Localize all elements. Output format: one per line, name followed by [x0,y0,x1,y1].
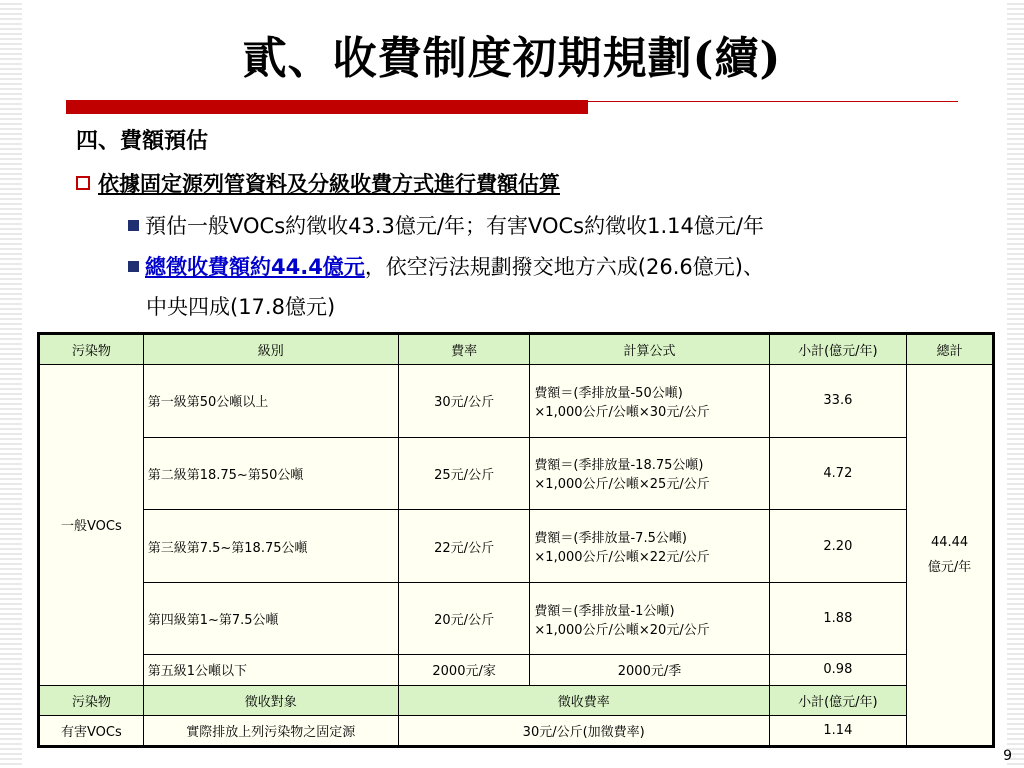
main-bullet-text: 依據固定源列管資料及分級收費方式進行費額估算 [98,172,560,196]
slide-title: 貳、收費制度初期規劃(續) [242,33,782,84]
subtotal-cell: 1.14 [769,715,907,745]
sub-bullet-2-continued: 中央四成(17.8億元) [146,295,336,319]
header-cell: 級別 [143,335,398,365]
filled-square-bullet-icon [128,261,139,272]
subtotal-cell: 0.98 [769,655,907,685]
table-row [40,582,993,655]
subtotal-cell: 1.88 [769,582,907,655]
level-cell: 第一級第50公噸以上 [143,365,398,438]
title-underline-bar [66,100,588,114]
rate-cell: 22元/公斤 [398,510,530,583]
rate-cell: 20元/公斤 [398,582,530,655]
sub-bullet-1-text: 預估一般VOCs約徵收43.3億元/年；有害VOCs約徵收1.14億元/年 [145,214,764,238]
grand-total-cell [907,365,993,746]
table-row [40,365,993,438]
level-cell: 第四級第1~第7.5公噸 [143,582,398,655]
formula-line: 費額＝(季排放量-1公噸) [534,603,675,619]
title-underline-thin [588,101,958,102]
formula-cell [530,437,769,510]
pollutant-hazardous: 有害VOCs [40,715,144,745]
header-cell: 小計(億元/年) [769,335,907,365]
grand-total-unit: 億元/年 [927,560,972,576]
sub-bullet-2-text: ，依空污法規劃撥交地方六成(26.6億元)、 [364,255,764,279]
table-row [40,510,993,583]
subtotal-cell: 2.20 [769,510,907,583]
page-number: 9 [1003,748,1012,764]
sub-bullet-2 [128,251,764,281]
header-cell: 污染物 [40,685,144,715]
formula-line: ×1,000公斤/公噸×22元/公斤 [534,550,710,565]
rate-cell: 30元/公斤 [398,365,530,438]
formula-line: 費額＝(季排放量-7.5公噸) [534,531,687,546]
header-cell: 徵收費率 [398,685,769,715]
level-cell: 第三級第7.5~第18.75公噸 [143,510,398,583]
level-cell: 第五級1公噸以下 [143,655,398,685]
total-fee-link[interactable]: 總徵收費額約44.4億元 [145,255,365,279]
formula-cell [530,365,769,438]
subtotal-cell: 4.72 [769,437,907,510]
header-cell: 計算公式 [530,335,769,365]
rate-cell: 25元/公斤 [398,437,530,510]
table-row [40,715,993,745]
table-subheader-row [40,685,993,715]
formula-line: ×1,000公斤/公噸×30元/公斤 [534,404,710,420]
table-row [40,437,993,510]
filled-square-bullet-icon [128,220,139,231]
rate-cell: 2000元/家 [398,655,530,685]
table-row [40,655,993,685]
main-bullet [76,168,560,198]
formula-line: ×1,000公斤/公噸×20元/公斤 [534,622,710,638]
pollutant-general: 一般VOCs [40,365,144,685]
subtotal-cell: 33.6 [769,365,907,438]
fee-table [37,332,995,748]
formula-cell: 2000元/季 [530,655,769,685]
section-heading: 四、費額預估 [76,129,209,154]
header-cell: 總計 [907,335,993,365]
target-cell: 實際排放上列污染物之固定源 [143,715,398,745]
grand-total-value: 44.44 [930,535,969,551]
sub-bullet-1 [128,210,764,240]
header-cell: 費率 [398,335,530,365]
formula-line: 費額＝(季排放量-50公噸) [534,385,683,401]
level-cell: 第二級第18.75~第50公噸 [143,437,398,510]
formula-line: ×1,000公斤/公噸×25元/公斤 [534,477,710,493]
header-cell: 徵收對象 [143,685,398,715]
formula-cell [530,510,769,583]
header-cell: 小計(億元/年) [769,685,907,715]
rate-cell: 30元/公斤(加徵費率) [398,715,769,745]
header-cell: 污染物 [40,335,144,365]
hollow-square-bullet-icon [76,176,90,190]
formula-cell [530,582,769,655]
formula-line: 費額＝(季排放量-18.75公噸) [534,458,704,474]
table-header-row [40,335,993,365]
